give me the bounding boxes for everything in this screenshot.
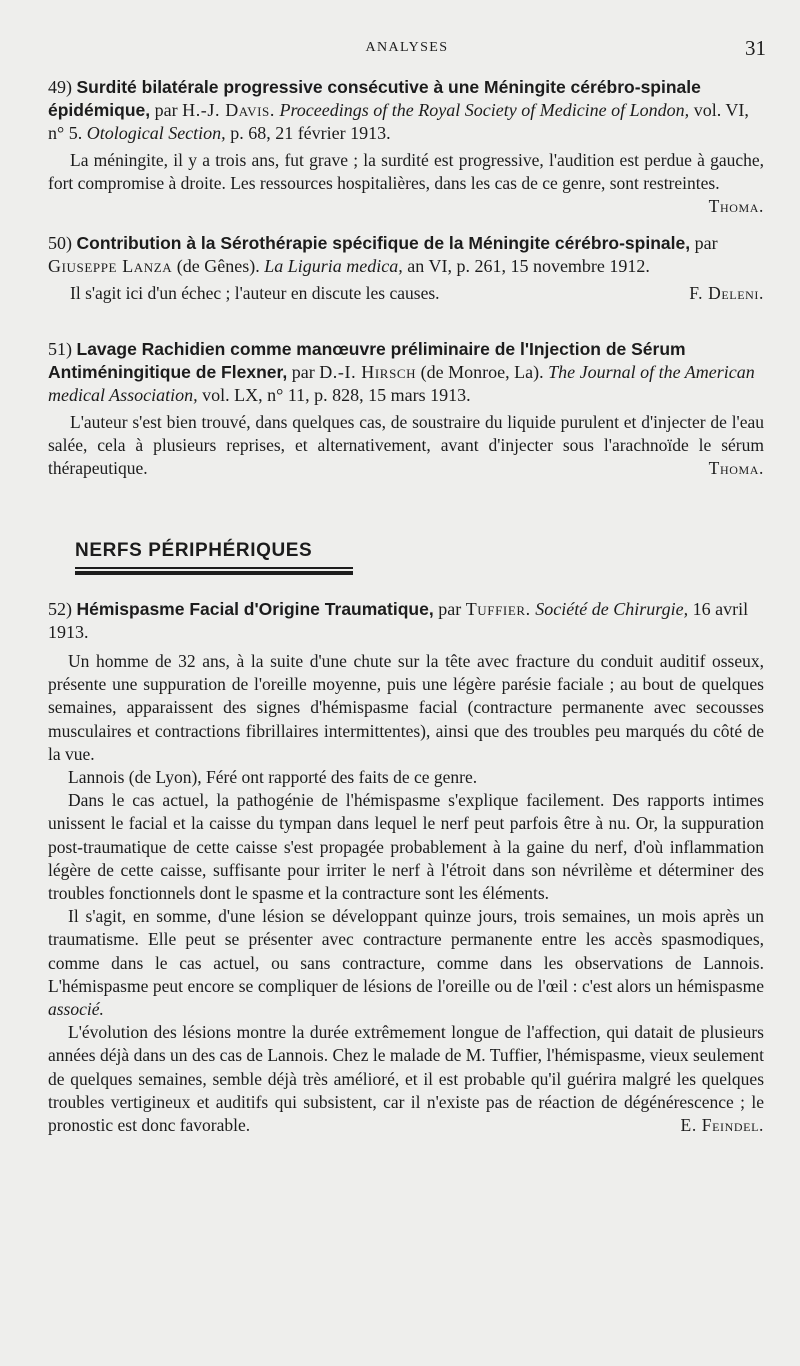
- entry-by: par: [154, 100, 178, 120]
- entry-heading: [48, 338, 764, 407]
- abstract-entry-50: [48, 232, 764, 305]
- section-rule-thick: [75, 571, 353, 575]
- running-title: ANALYSES: [365, 40, 449, 55]
- entry-by: par: [291, 362, 315, 382]
- abstract-entry-49: [48, 76, 764, 219]
- entry-source-section: Otological Section,: [86, 123, 226, 143]
- entry-details-date: p. 68, 21 février 1913.: [230, 123, 391, 143]
- section-rule-thin: [75, 567, 353, 569]
- section-heading: NERFS PÉRIPHÉRIQUES: [75, 540, 313, 561]
- entry-number: 51): [48, 339, 72, 359]
- entry-heading: [48, 76, 764, 145]
- entry-details: an VI, p. 261, 15 novembre 1912.: [407, 256, 650, 276]
- entry-signature: F. Deleni.: [689, 283, 764, 303]
- entry-by: par: [438, 599, 462, 619]
- entry-details: 16 avril 1913.: [48, 599, 749, 642]
- entry-source: Société de Chirurgie,: [535, 599, 689, 619]
- abstract-entry-51: [48, 338, 764, 481]
- entry-title: Hémispasme Facial d'Origine Traumatique,: [76, 599, 434, 619]
- entry-number: 50): [48, 233, 72, 253]
- entry-source: La Liguria medica,: [264, 256, 403, 276]
- entry-details: vol. VI, n° 5.: [48, 100, 749, 143]
- entry-number: 52): [48, 599, 72, 619]
- body-paragraph-1: Un homme de 32 ans, à la suite d'une chute sur la tête avec fracture du conduit auditif osseux, présente une suppuration de l'oreille moyenne, puis une légère parésie faciale ; au bout de quelques semaines, apparaissent des signes d'hémispasme facial (contracture permanente avec secousses musculaires et contractions fibrillaires intermittentes), ainsi que des troubles peu marqués du côté de la vue.: [48, 651, 764, 764]
- entry-signature: Thoma.: [708, 196, 764, 217]
- entry-source: Proceedings of the Royal Society of Medicine of London,: [279, 100, 690, 120]
- paragraph-text: Il s'agit, en somme, d'une lésion se développant quinze jours, trois semaines, un mois après un traumatisme. Elle peut se présenter avec contracture permanente entre les accès spasmodiques, comme dans le cas actuel, ou sans contracture, comme dans les observations de Lannois. L'hémispasme peut encore se compliquer de lésions de l'oreille ou de l'œil : c'est alors un hémispasme: [48, 906, 764, 996]
- body-paragraph-3: Dans le cas actuel, la pathogénie de l'hémispasme s'explique facilement. Des rapports intimes unissent le facial et la caisse du tympan dans lequel le nerf peut parfois être à nu. Or, la suppuration post-traumatique de cette caisse s'est propagée probablement à la gaine du nerf, d'où inflammation légère de cette caisse, suffisante pour irriter le nerf à l'étroit dans son névrilème et déterminer des troubles fonctionnels dont le spasme et la contracture sont les éléments.: [48, 790, 764, 904]
- summary-text: L'auteur s'est bien trouvé, dans quelques cas, de soustraire du liquide purulent et d'injecter de l'eau salée, cela à plusieurs reprises, et alternativement, avant d'injecter sous l'arachnoïde le sérum thérapeutique.: [48, 412, 764, 479]
- body-paragraph-2: Lannois (de Lyon), Féré ont rapporté des faits de ce genre.: [68, 767, 478, 788]
- running-header: [48, 36, 766, 64]
- entry-source: The Journal of the American medical Association,: [48, 362, 755, 405]
- entry-details: vol. LX, n° 11, p. 828, 15 mars 1913.: [202, 385, 471, 405]
- entry-affiliation: (de Monroe, La).: [420, 362, 544, 382]
- body-paragraph-4: [48, 905, 764, 1021]
- abstract-entry-52: [48, 598, 764, 1137]
- entry-summary: [48, 149, 764, 217]
- page-number: 31: [745, 36, 766, 60]
- entry-affiliation: (de Gênes).: [176, 256, 260, 276]
- entry-signature: Thoma.: [708, 458, 764, 479]
- entry-author: Giuseppe Lanza: [48, 256, 173, 276]
- entry-author: D.-I. Hirsch: [319, 362, 417, 382]
- entry-summary: [48, 411, 764, 481]
- paragraph-text-italic: associé.: [48, 999, 104, 1020]
- entry-by: par: [694, 233, 718, 253]
- entry-summary: [48, 282, 764, 305]
- entry-heading: [48, 598, 764, 644]
- paragraph-text: L'évolution des lésions montre la durée extrêmement longue de l'affection, qui datait de plusieurs années déjà dans un des cas de Lannois. Chez le malade de M. Tuffier, l'hémispasme, vieux seulement de quelques semaines, semble déjà très amélioré, et il est probable qu'il guérira malgré les quelques troubles vertigineux et auditifs qui subsistent, car il n'existe pas de réaction de dégénérescence ; le pronostic est donc favorable.: [48, 1022, 764, 1136]
- entry-heading: [48, 232, 764, 278]
- entry-title: Surdité bilatérale progressive consécutive à une Méningite cérébro-spinale épidémique,: [48, 77, 701, 120]
- summary-text: La méningite, il y a trois ans, fut grave ; la surdité est progressive, l'audition est perdue à gauche, fort compromise à droite. Les ressources hospitalières, dans les cas de ce genre, sont restreintes.: [48, 150, 764, 194]
- entry-signature: E. Feindel.: [680, 1115, 764, 1136]
- entry-title: Lavage Rachidien comme manœuvre préliminaire de l'Injection de Sérum Antiméningitique de Flexner,: [48, 339, 686, 382]
- entry-author: H.-J. Davis.: [182, 100, 275, 120]
- entry-author: Tuffier.: [465, 599, 531, 619]
- entry-number: 49): [48, 77, 72, 97]
- body-paragraph-5: [48, 1021, 764, 1137]
- summary-text: Il s'agit ici d'un échec ; l'auteur en discute les causes.: [70, 283, 440, 303]
- entry-title: Contribution à la Sérothérapie spécifique de la Méningite cérébro-spinale,: [76, 233, 691, 253]
